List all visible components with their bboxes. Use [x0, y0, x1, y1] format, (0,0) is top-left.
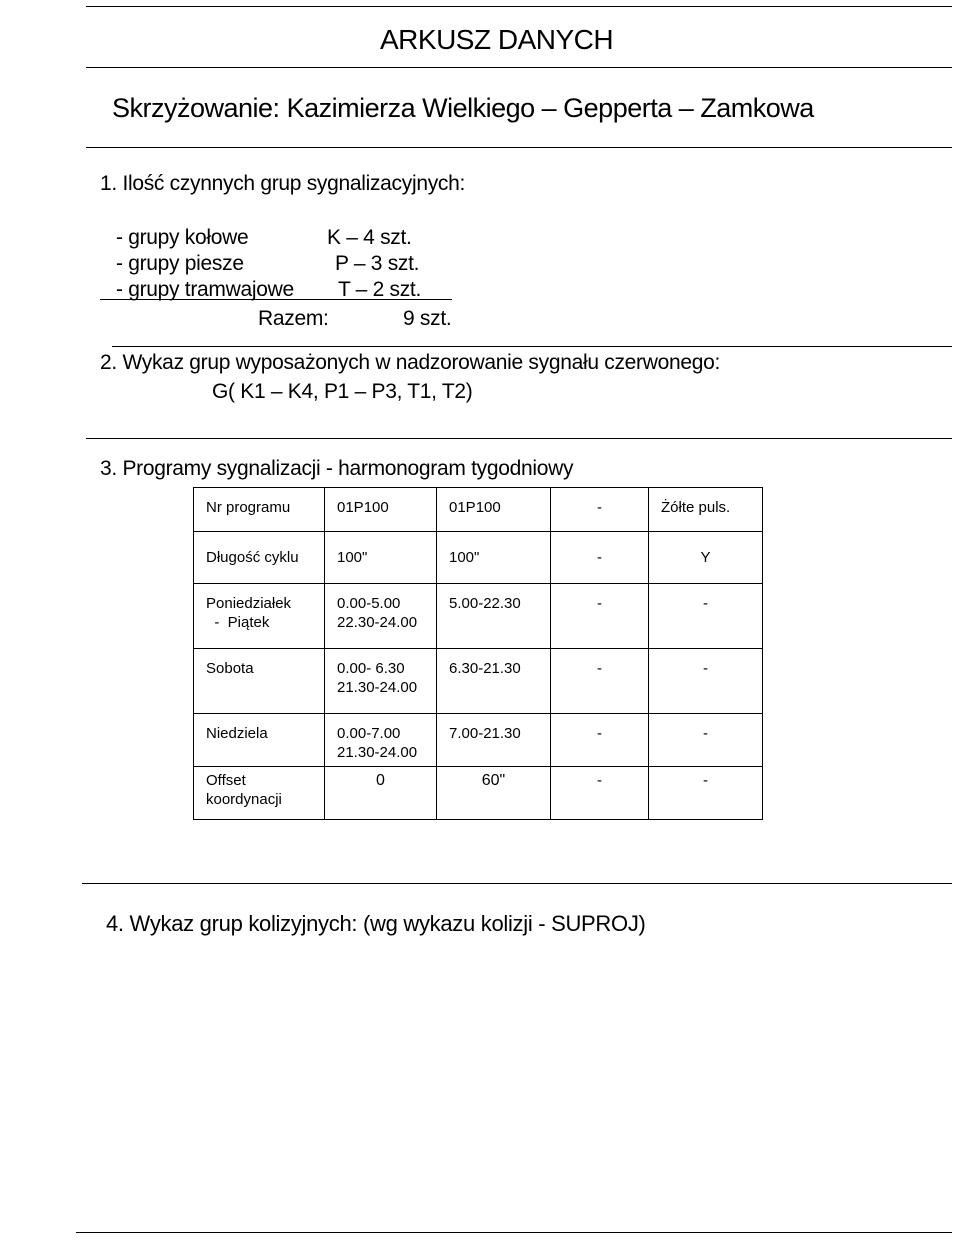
- table-cell: -: [649, 584, 763, 649]
- table-row: [194, 714, 763, 767]
- table-row: [194, 532, 763, 584]
- table-cell: -: [551, 532, 649, 584]
- group-row-value: T – 2 szt.: [338, 278, 421, 301]
- table-row: [194, 584, 763, 649]
- group-row-label: - grupy tramwajowe: [116, 278, 294, 301]
- table-cell: -: [551, 584, 649, 649]
- group-row-value: K – 4 szt.: [327, 226, 412, 249]
- section4-heading: 4. Wykaz grup kolizyjnych: (wg wykazu kolizji - SUPROJ): [106, 911, 646, 936]
- bottom-rule: [76, 1232, 952, 1233]
- section3-rule: [86, 438, 952, 439]
- table-cell: 0.00-5.00 22.30-24.00: [325, 584, 437, 649]
- program-number-label: Nr programu: [206, 499, 291, 516]
- intersection-name: Skrzyżowanie: Kazimierza Wielkiego – Gepperta – Zamkowa: [112, 93, 814, 123]
- table-cell: -: [649, 767, 763, 820]
- table-cell: Y: [649, 532, 763, 584]
- table-cell: 0.00-7.00 21.30-24.00: [325, 714, 437, 767]
- table-cell: Poniedziałek - Piątek: [194, 584, 325, 649]
- intersection-underline: [86, 147, 952, 148]
- red-signal-groups: G( K1 – K4, P1 – P3, T1, T2): [212, 380, 473, 403]
- table-cell: 0.00- 6.30 21.30-24.00: [325, 649, 437, 714]
- table-cell: Długość cyklu: [194, 532, 325, 584]
- table-cell: -: [551, 649, 649, 714]
- section4-rule: [82, 883, 952, 884]
- table-cell: [194, 488, 325, 532]
- table-cell: 60": [437, 767, 551, 820]
- table-cell: -: [551, 714, 649, 767]
- table-cell: Niedziela: [194, 714, 325, 767]
- table-cell: -: [649, 649, 763, 714]
- section2-heading: 2. Wykaz grup wyposażonych w nadzorowanie sygnału czerwonego:: [100, 351, 721, 374]
- total-value: 9 szt.: [403, 307, 452, 330]
- table-cell: -: [649, 714, 763, 767]
- group-row-label: - grupy piesze: [116, 252, 244, 275]
- table-cell: -: [551, 767, 649, 820]
- section3-heading: 3. Programy sygnalizacji - harmonogram tygodniowy: [100, 457, 574, 480]
- table-cell: 5.00-22.30: [437, 584, 551, 649]
- table-cell: Offset koordynacji: [194, 767, 325, 820]
- section1-heading: 1. Ilość czynnych grup sygnalizacyjnych:: [100, 172, 466, 195]
- weekly-schedule-table: [193, 487, 763, 820]
- top-rule: [86, 6, 952, 7]
- section2-rule: [112, 346, 952, 347]
- total-label: Razem:: [258, 307, 329, 330]
- table-cell: 0: [325, 767, 437, 820]
- table-cell: Sobota: [194, 649, 325, 714]
- table-cell: 7.00-21.30: [437, 714, 551, 767]
- table-cell: 100": [325, 532, 437, 584]
- groups-total-rule: [100, 299, 452, 300]
- table-row: [194, 488, 763, 532]
- title-underline: [86, 67, 952, 68]
- table-cell: 100": [437, 532, 551, 584]
- table-cell: -: [551, 488, 649, 532]
- document-title: ARKUSZ DANYCH: [380, 24, 614, 55]
- table-cell: Żółte puls.: [649, 488, 763, 532]
- table-row: [194, 649, 763, 714]
- table-row: [194, 767, 763, 820]
- table-cell: 01P100: [325, 488, 437, 532]
- group-row-label: - grupy kołowe: [116, 226, 249, 249]
- table-cell: 6.30-21.30: [437, 649, 551, 714]
- table-cell: 01P100: [437, 488, 551, 532]
- group-row-value: P – 3 szt.: [335, 252, 420, 275]
